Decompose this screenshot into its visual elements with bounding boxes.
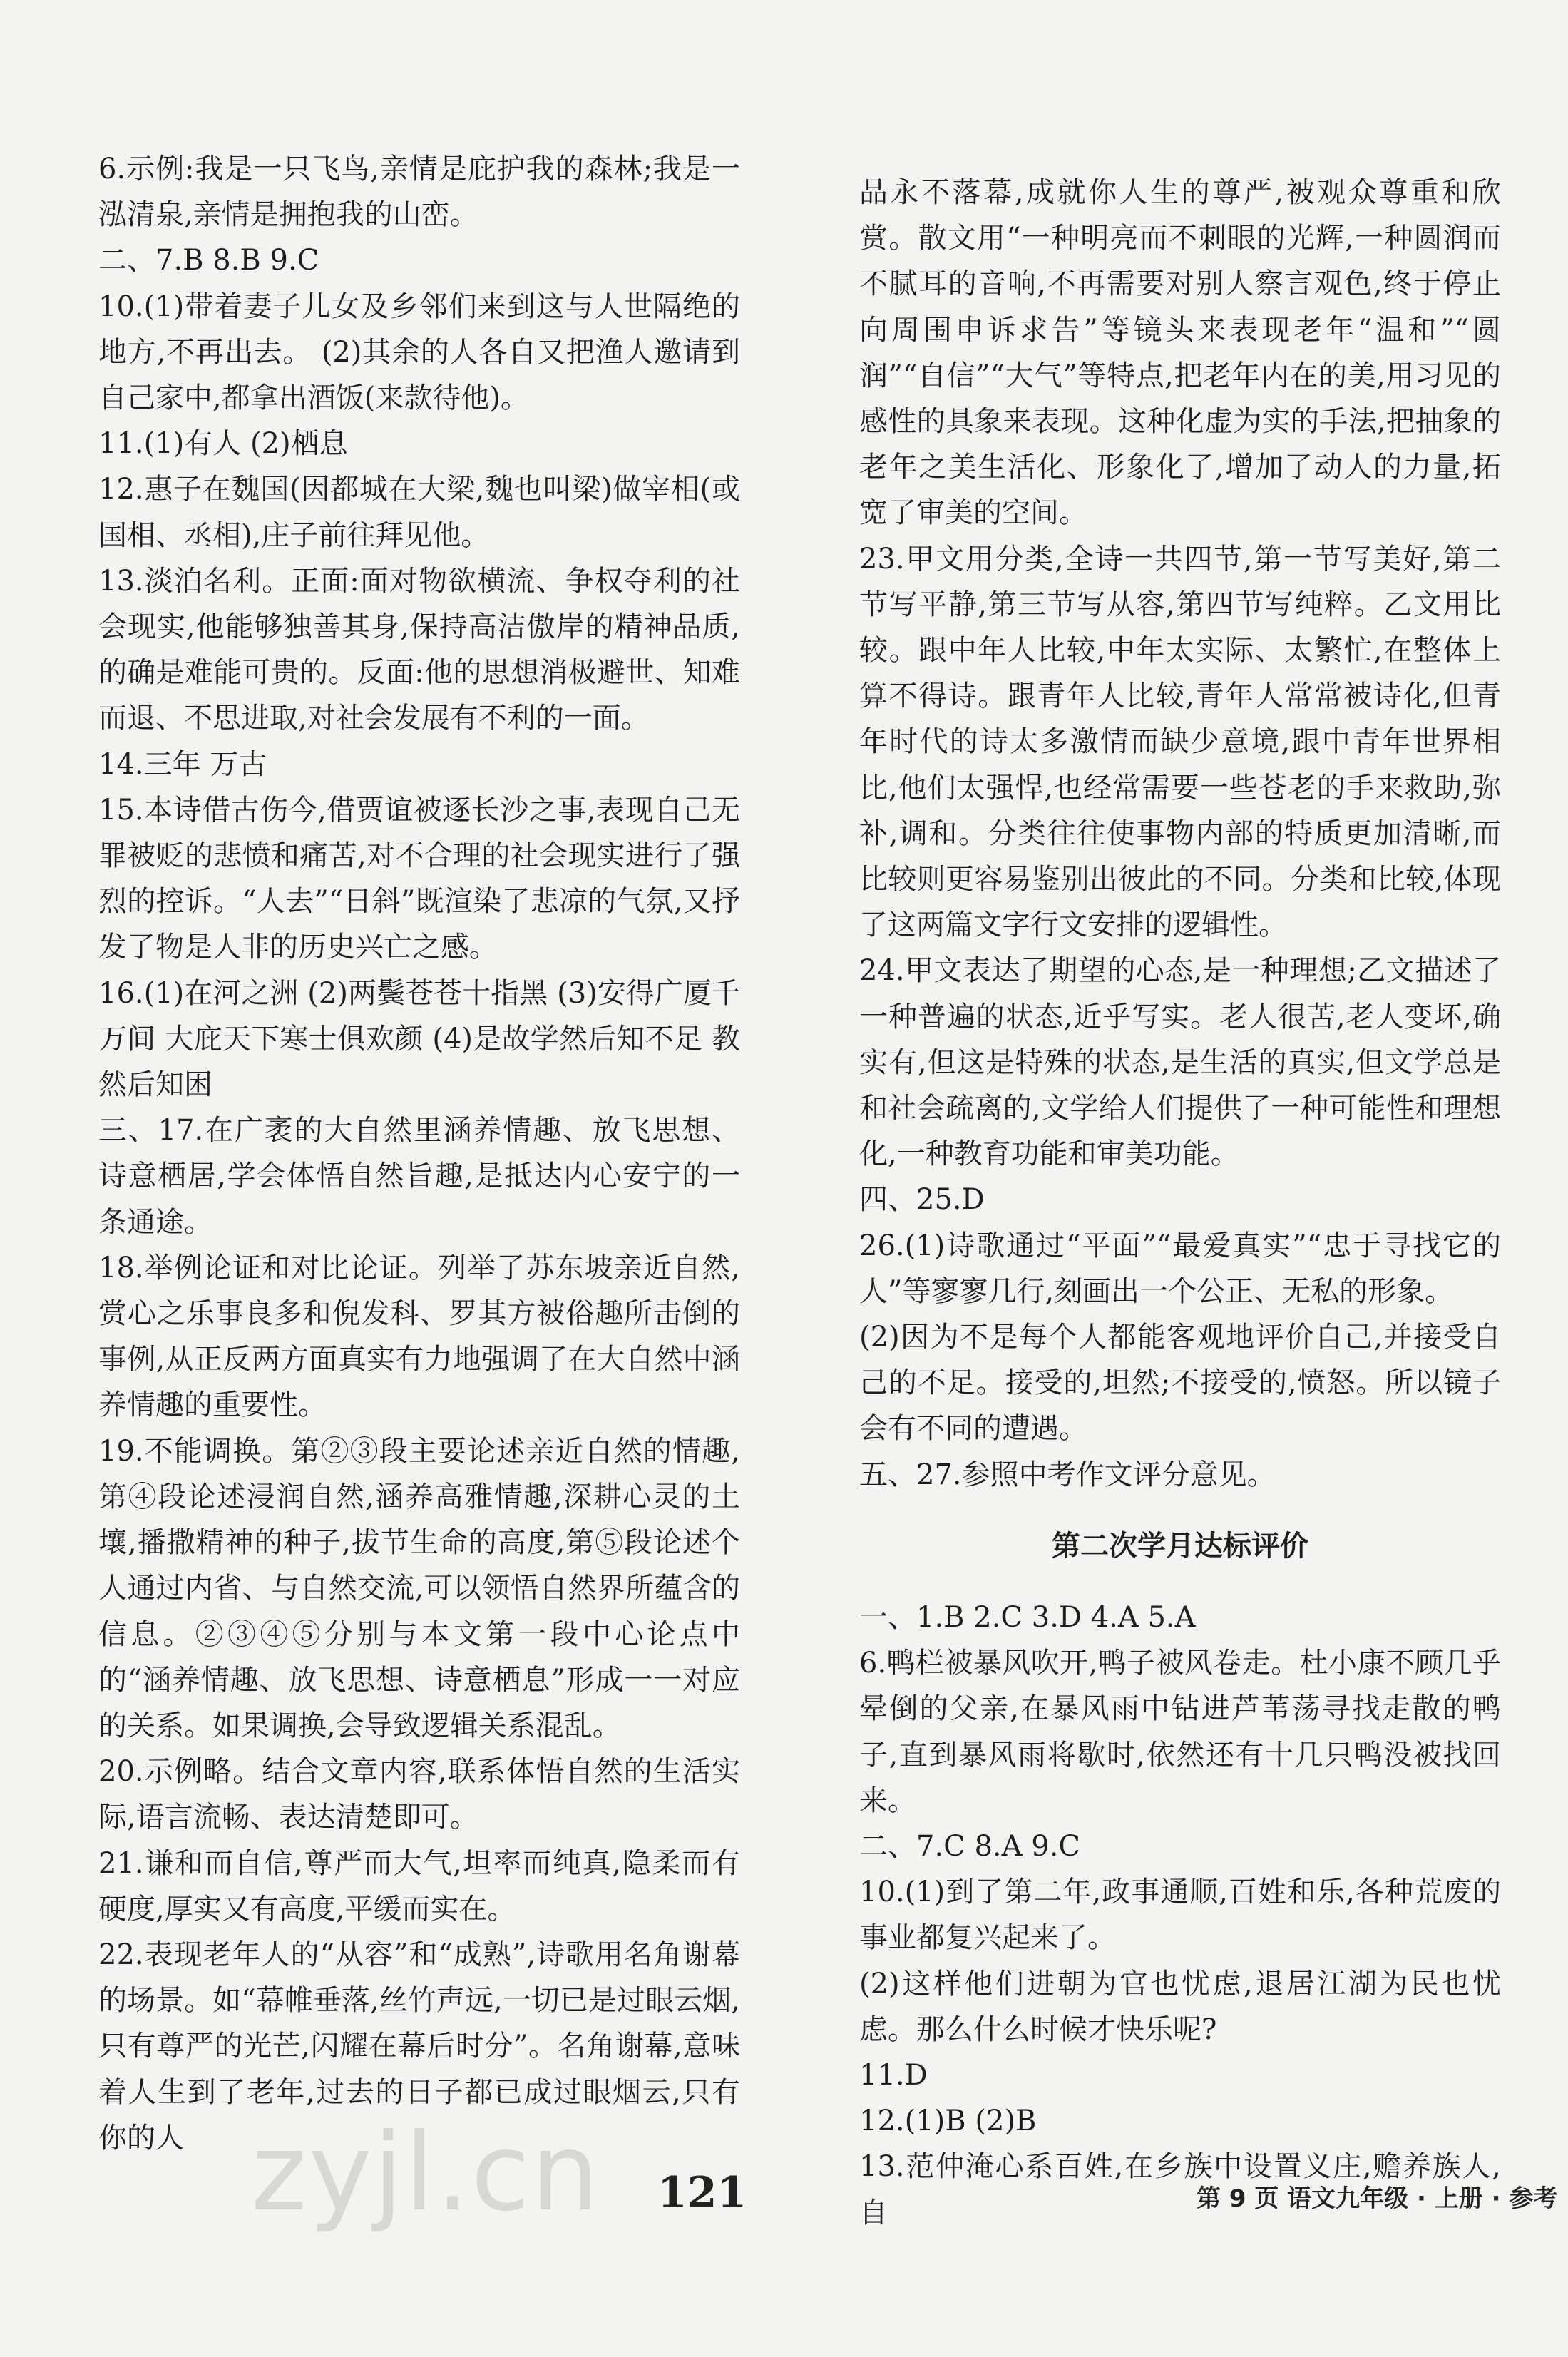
answer-paragraph: (2)这样他们进朝为官也忧虑,退居江湖为民也忧虑。那么什么时候才快乐呢? [859, 1967, 1501, 2046]
answer-paragraph: 五、27.参照中考作文评分意见。 [859, 1458, 1276, 1491]
right-column-bottom [859, 1595, 1501, 2236]
watermark-logo: zyjl.cn [251, 2111, 601, 2235]
answer-paragraph: 三、17.在广袤的大自然里涵养情趣、放飞思想、诗意栖居,学会体悟自然旨趣,是抵达内心安宁的一条通途。 [98, 1114, 740, 1239]
right-column-top [859, 170, 1501, 1498]
answer-paragraph: 18.举例论证和对比论证。列举了苏东坡亲近自然,赏心之乐事良多和倪发科、罗其方被俗趣所击倒的事例,从正反两方面真实有力地强调了在大自然中涵养情趣的重要性。 [98, 1251, 740, 1422]
answer-paragraph: 15.本诗借古伤今,借贾谊被逐长沙之事,表现自己无罪被贬的悲愤和痛苦,对不合理的社会现实进行了强烈的控诉。“人去”“日斜”既渲染了悲凉的气氛,又抒发了物是人非的历史兴亡之感。 [98, 793, 740, 964]
answer-paragraph: 16.(1)在河之洲 (2)两鬓苍苍十指黑 (3)安得广厦千万间 大庇天下寒士俱欢颜 (4)是故学然后知不足 教然后知困 [98, 976, 740, 1102]
answer-paragraph: 一、1.B 2.C 3.D 4.A 5.A [859, 1600, 1196, 1634]
answer-paragraph: 二、7.C 8.A 9.C [859, 1829, 1081, 1863]
right-column [859, 170, 1501, 2236]
answer-paragraph: (2)因为不是每个人都能客观地评价自己,并接受自己的不足。接受的,坦然;不接受的,愤怒。所以镜子会有不同的遭遇。 [859, 1321, 1501, 1446]
answer-paragraph: 11.(1)有人 (2)栖息 [98, 427, 348, 461]
answer-paragraph: 11.D [859, 2058, 928, 2092]
answer-paragraph: 14.三年 万古 [98, 747, 267, 781]
answer-paragraph: 二、7.B 8.B 9.C [98, 244, 319, 277]
answer-paragraph: 品永不落幕,成就你人生的尊严,被观众尊重和欣赏。散文用“一种明亮而不刺眼的光辉,一种圆润而不腻耳的音响,不再需要对别人察言观色,终于停止向周围申诉求告”等镜头来表现老年“温和”“圆润”“自信”“大气”等特点,把老年内在的美,用习见的感性的具象来表现。这种化虚为实的手法,把抽象的老年之美生活化、形象化了,增加了动人的力量,拓宽了审美的空间。 [859, 176, 1501, 530]
answer-paragraph: 10.(1)到了第二年,政事通顺,百姓和乐,各种荒废的事业都复兴起来了。 [859, 1876, 1501, 1955]
answer-paragraph: 23.甲文用分类,全诗一共四节,第一节写美好,第二节写平静,第三节写从容,第四节写纯粹。乙文用比较。跟中年人比较,中年太实际、太繁忙,在整体上算不得诗。跟青年人比较,青年人常常被诗化,但青年时代的诗太多激情而缺少意境,跟中青年世界相比,他们太强悍,也经常需要一些苍老的手来救助,弥补,调和。分类往往使事物内部的特质更加清晰,而比较则更容易鉴别出彼此的不同。分类和比较,体现了这两篇文字行文安排的逻辑性。 [859, 542, 1501, 942]
answer-paragraph: 12.惠子在魏国(因都城在大梁,魏也叫梁)做宰相(或国相、丞相),庄子前往拜见他。 [98, 473, 740, 552]
answer-paragraph: 10.(1)带着妻子儿女及乡邻们来到这与人世隔绝的地方,不再出去。 (2)其余的人各自又把渔人邀请到自己家中,都拿出酒饭(来款待他)。 [98, 290, 740, 415]
page-number: 121 [657, 2168, 747, 2218]
section-heading: 第二次学月达标评价 [1052, 1529, 1308, 1563]
answer-paragraph: 21.谦和而自信,尊严而大气,坦率而纯真,隐柔而有硬度,厚实又有高度,平缓而实在。 [98, 1846, 740, 1926]
answer-paragraph: 12.(1)B (2)B [859, 2105, 1037, 2138]
answer-paragraph: 6.示例:我是一只飞鸟,亲情是庇护我的森林;我是一泓清泉,亲情是拥抱我的山峦。 [98, 153, 740, 232]
answer-paragraph: 22.表现老年人的“从容”和“成熟”,诗歌用名角谢幕的场景。如“幕帷垂落,丝竹声远,一切已是过眼云烟,只有尊严的光芒,闪耀在幕后时分”。名角谢幕,意味着人生到了老年,过去的日子都已成过眼烟云,只有你的人 [98, 1938, 740, 2154]
left-column [98, 146, 740, 2161]
answer-paragraph: 20.示例略。结合文章内容,联系体悟自然的生活实际,语言流畅、表达清楚即可。 [98, 1755, 740, 1834]
answer-paragraph: 24.甲文表达了期望的心态,是一种理想;乙文描述了一种普遍的状态,近乎写实。老人很苦,老人变坏,确实有,但这是特殊的状态,是生活的真实,但文学总是和社会疏离的,文学给人们提供了一种可能性和理想化,一种教育功能和审美功能。 [859, 954, 1501, 1171]
answer-paragraph: 13.范仲淹心系百姓,在乡族中设置义庄,赡养族人,自 [859, 2150, 1501, 2229]
answer-paragraph: 四、25.D [859, 1183, 985, 1217]
answer-paragraph: 26.(1)诗歌通过“平面”“最爱真实”“忠于寻找它的人”等寥寥几行,刻画出一个公正、无私的形象。 [859, 1229, 1501, 1308]
answer-paragraph: 6.鸭栏被暴风吹开,鸭子被风卷走。杜小康不顾几乎晕倒的父亲,在暴风雨中钻进芦苇荡寻找走散的鸭子,直到暴风雨将歇时,依然还有十几只鸭没被找回来。 [859, 1647, 1501, 1817]
answer-paragraph: 13.淡泊名利。正面:面对物欲横流、争权夺利的社会现实,他能够独善其身,保持高洁傲岸的精神品质,的确是难能可贵的。反面:他的思想消极避世、知难而退、不思进取,对社会发展有不利的一面。 [98, 564, 740, 735]
running-title: 第 9 页 语文九年级 · 上册 · 参考 [1197, 2184, 1558, 2213]
answer-paragraph: 19.不能调换。第②③段主要论述亲近自然的情趣,第④段论述浸润自然,涵养高雅情趣,深耕心灵的土壤,播撒精神的种子,拔节生命的高度,第⑤段论述个人通过内省、与自然交流,可以领悟自然界所蕴含的信息。②③④⑤分别与本文第一段中心论点中的“涵养情趣、放飞思想、诗意栖息”形成一一对应的关系。如果调换,会导致逻辑关系混乱。 [98, 1434, 740, 1742]
